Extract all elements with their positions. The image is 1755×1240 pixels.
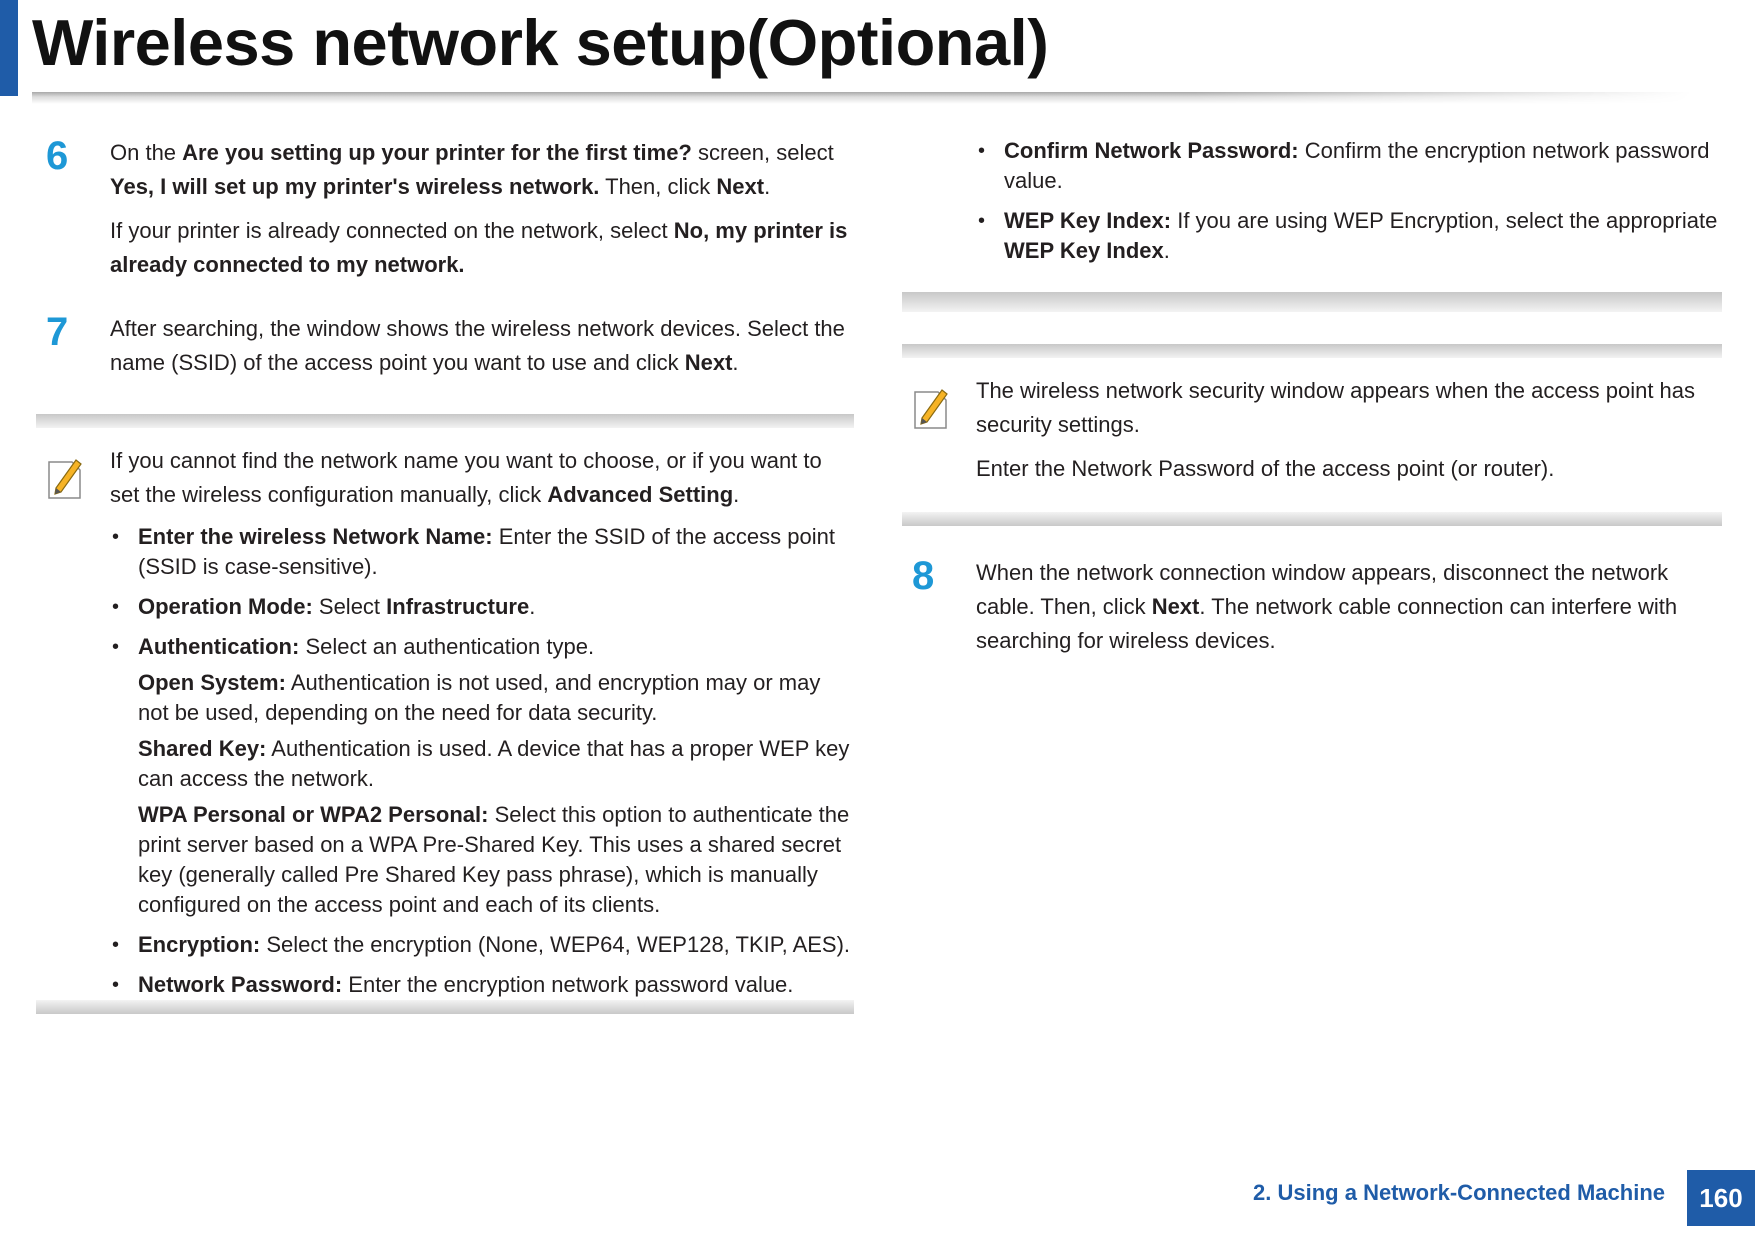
auth-option-open: Open System: Authentication is not used, and encryption may or may not be used, depending on the need for data security. [138, 670, 821, 725]
step-6 [36, 136, 854, 282]
step-8-text: When the network connection window appears, disconnect the network cable. Then, click Next. The network cable connection can interfere with searching for wireless devices. [976, 560, 1678, 653]
list-item: • WEP Key Index: If you are using WEP Encryption, select the appropriate WEP Key Index. [976, 206, 1722, 266]
settings-list-continued [976, 136, 1722, 266]
list-item: • Encryption: Select the encryption (None, WEP64, WEP128, TKIP, AES). [110, 930, 854, 960]
auth-option-shared: Shared Key: Authentication is used. A device that has a proper WEP key can access the network. [138, 736, 850, 791]
note-continued [902, 136, 1722, 266]
step-8 [902, 556, 1722, 658]
title-accent-bar [0, 0, 18, 96]
list-item: • Confirm Network Password: Confirm the encryption network password value. [976, 136, 1722, 196]
step-6-alt-text: If your printer is already connected on the network, select No, my printer is already connected to my network. [110, 218, 848, 277]
note-pencil-icon [912, 386, 952, 432]
auth-option-wpa: WPA Personal or WPA2 Personal: Select this option to authenticate the print server based on a WPA Pre-Shared Key. This uses a shared secret key (generally called Pre Shared Key pass phrase), which is manually configured on the access point and each of its clients. [138, 802, 850, 917]
step-number: 8 [912, 554, 935, 598]
step-7 [36, 312, 854, 380]
note-advanced-setting [36, 428, 854, 1000]
step-6-text: On the Are you setting up your printer for the first time? screen, select Yes, I will set up my printer's wireless network. Then, click Next. [110, 140, 834, 199]
left-column [36, 136, 854, 1010]
footer-section-label: 2. Using a Network-Connected Machine [1253, 1180, 1665, 1205]
step-number: 7 [46, 310, 69, 354]
page-number: 160 [1687, 1170, 1755, 1226]
note-bottom-divider [902, 292, 1722, 312]
right-column [902, 136, 1722, 668]
list-item: • Authentication: Select an authentication type. Open System: Authentication is not used, and encryption may or may not be used, depending on the need for data security. Shared Key: Authentication is used. A device that has a proper WEP key can access the network. WPA Personal or WPA2 Personal: Select this option to authenticate the print server based on a WPA Pre-Shared Key. This uses a shared secret key (generally called Pre Shared Key pass phrase), which is manually configured on the access point and each of its clients. [110, 632, 854, 920]
note-intro: If you cannot find the network name you want to choose, or if you want to set the wireless configuration manually, click Advanced Setting. [110, 448, 822, 507]
step-7-text: After searching, the window shows the wireless network devices. Select the name (SSID) of the access point you want to use and click Next. [110, 316, 845, 375]
note-pencil-icon [46, 456, 86, 502]
list-item: • Network Password: Enter the encryption network password value. [110, 970, 854, 1000]
page-title: Wireless network setup(Optional) [32, 6, 1049, 79]
list-item: • Enter the wireless Network Name: Enter the SSID of the access point (SSID is case-sensitive). [110, 522, 854, 582]
note-security-password: Enter the Network Password of the access point (or router). [976, 456, 1555, 481]
note-security [902, 358, 1722, 512]
title-divider [32, 92, 1692, 104]
step-number: 6 [46, 134, 69, 178]
settings-list [110, 522, 854, 1000]
list-item: • Operation Mode: Select Infrastructure. [110, 592, 854, 622]
note-security-text: The wireless network security window appears when the access point has security settings. [976, 378, 1696, 437]
